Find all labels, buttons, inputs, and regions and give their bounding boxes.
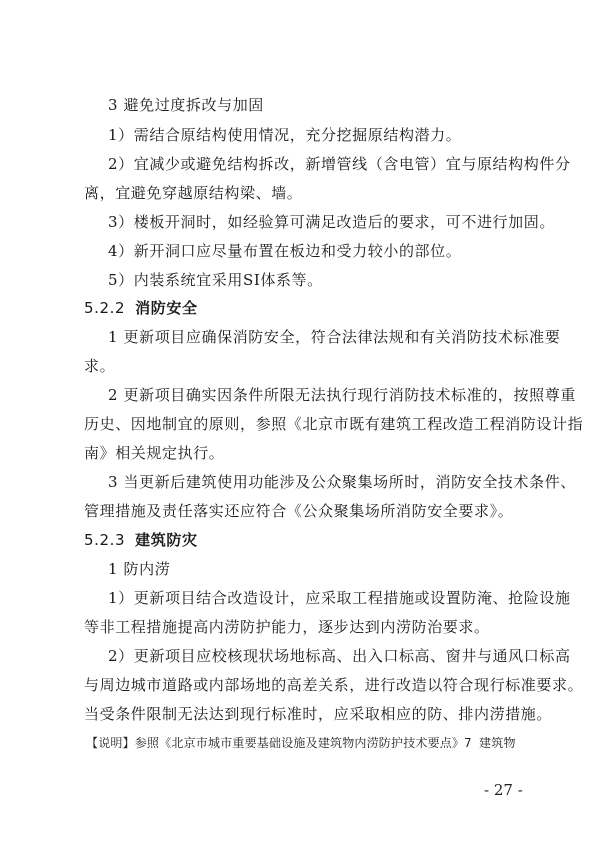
paragraph-line: 管理措施及责任落实还应符合《公众聚集场所消防安全要求》。 (84, 502, 514, 520)
paragraph-line: 1）需结合原结构使用情况，充分挖掘原结构潜力。 (108, 126, 462, 144)
paragraph-line: 历史、因地制宜的原则，参照《北京市既有建筑工程改造工程消防设计指 (84, 415, 584, 433)
paragraph-line: 4）新开洞口应尽量布置在板边和受力较小的部位。 (108, 242, 462, 260)
item-3-heading: 3 避免过度拆改与加固 (108, 96, 264, 114)
paragraph-line: 等非工程措施提高内涝防护能力，逐步达到内涝防治要求。 (84, 618, 490, 636)
section-number: 5.2.3 (84, 531, 126, 549)
paragraph-line: 离，宜避免穿越原结构梁、墙。 (84, 184, 303, 202)
paragraph-line: 1 更新项目应确保消防安全，符合法律法规和有关消防技术标准要 (108, 328, 561, 346)
section-heading-disaster-prevention (84, 530, 198, 550)
item-1-heading: 1 防内涝 (108, 560, 171, 578)
paragraph-line: 南》相关规定执行。 (84, 444, 225, 462)
section-number: 5.2.2 (84, 299, 126, 317)
paragraph-line: 与周边城市道路或内部场地的高差关系，进行改造以符合现行标准要求。 (84, 676, 584, 694)
page-number: - 27 - (484, 781, 523, 799)
paragraph-line: 1）更新项目结合改造设计，应采取工程措施或设置防淹、抢险设施 (108, 589, 571, 607)
paragraph-line: 5）内装系统宜采用SI体系等。 (108, 271, 323, 289)
paragraph-line: 3 当更新后建筑使用功能涉及公众聚集场所时，消防安全技术条件、 (108, 473, 576, 491)
paragraph-line: 求。 (84, 357, 116, 375)
paragraph-line: 3）楼板开洞时，如经验算可满足改造后的要求，可不进行加固。 (108, 213, 555, 231)
paragraph-line: 2 更新项目确实因条件所限无法执行现行消防技术标准的，按照尊重 (108, 386, 576, 404)
paragraph-line: 2）更新项目应校核现状场地标高、出入口标高、窗井与通风口标高 (108, 647, 571, 665)
paragraph-line: 2）宜减少或避免结构拆改，新增管线（含电管）宜与原结构构件分 (108, 155, 571, 173)
section-heading-fire-safety (84, 298, 198, 318)
paragraph-line: 当受条件限制无法达到现行标准时，应采取相应的防、排内涝措施。 (84, 705, 553, 723)
section-title: 建筑防灾 (135, 531, 198, 549)
section-title: 消防安全 (135, 299, 198, 317)
explanatory-note: 【说明】参照《北京市城市重要基础设施及建筑物内涝防护技术要点》7 建筑物 (86, 736, 516, 750)
